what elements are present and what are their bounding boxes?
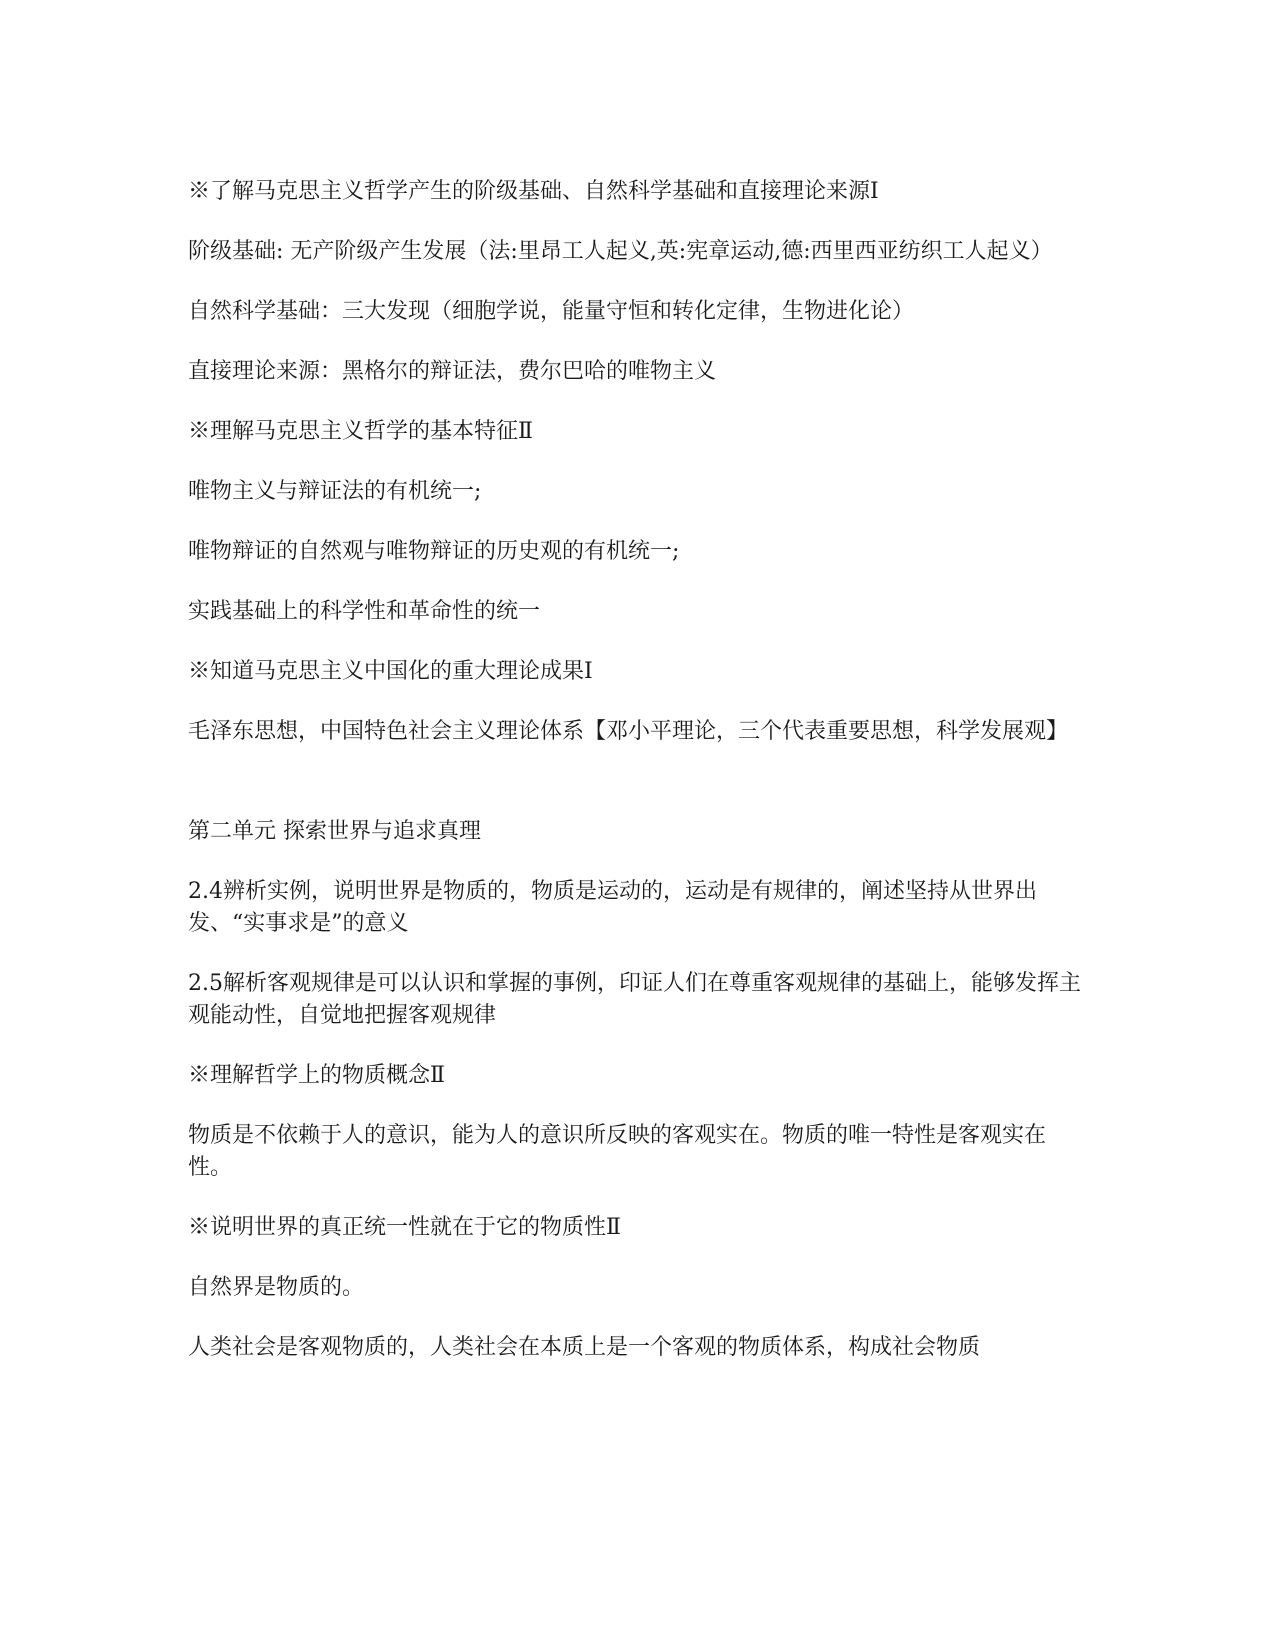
paragraph-feature-3: 实践基础上的科学性和革命性的统一	[188, 599, 541, 624]
paragraph-nature-material: 自然界是物质的。	[188, 1275, 365, 1300]
paragraph-theory-source: 直接理论来源：黑格尔的辩证法，费尔巴哈的唯物主义	[188, 359, 717, 384]
heading-sinicization: ※知道马克思主义中国化的重大理论成果Ⅰ	[188, 659, 593, 684]
unit-two-title: 第二单元 探索世界与追求真理	[188, 819, 481, 844]
heading-marxism-origins: ※了解马克思主义哲学产生的阶级基础、自然科学基础和直接理论来源Ⅰ	[188, 179, 879, 204]
paragraph-2-4: 2.4辨析实例，说明世界是物质的，物质是运动的，运动是有规律的，阐述坚持从世界出发、“实事求是”的意义	[188, 879, 1037, 936]
heading-matter-concept: ※理解哲学上的物质概念Ⅱ	[188, 1063, 445, 1088]
paragraph-feature-1: 唯物主义与辩证法的有机统一;	[188, 479, 482, 504]
paragraph-class-basis: 阶级基础: 无产阶级产生发展（法:里昂工人起义,英:宪章运动,德:西里西亚纺织工人起义）	[188, 239, 1053, 264]
paragraph-matter-definition: 物质是不依赖于人的意识，能为人的意识所反映的客观实在。物质的唯一特性是客观实在性。	[188, 1123, 1047, 1180]
paragraph-2-5: 2.5解析客观规律是可以认识和掌握的事例，印证人们在尊重客观规律的基础上，能够发挥主观能动性，自觉地把握客观规律	[188, 971, 1081, 1028]
heading-basic-features: ※理解马克思主义哲学的基本特征Ⅱ	[188, 419, 533, 444]
paragraph-feature-2: 唯物辩证的自然观与唯物辩证的历史观的有机统一;	[188, 539, 680, 564]
paragraph-theoretical-achievements: 毛泽东思想，中国特色社会主义理论体系【邓小平理论，三个代表重要思想，科学发展观】	[188, 719, 1069, 744]
document-body	[188, 176, 1088, 1392]
paragraph-society-material: 人类社会是客观物质的，人类社会在本质上是一个客观的物质体系，构成社会物质	[188, 1335, 981, 1360]
heading-world-unity: ※说明世界的真正统一性就在于它的物质性Ⅱ	[188, 1215, 621, 1240]
paragraph-science-basis: 自然科学基础：三大发现（细胞学说，能量守恒和转化定律，生物进化论）	[188, 299, 915, 324]
section-spacer	[188, 776, 1088, 816]
